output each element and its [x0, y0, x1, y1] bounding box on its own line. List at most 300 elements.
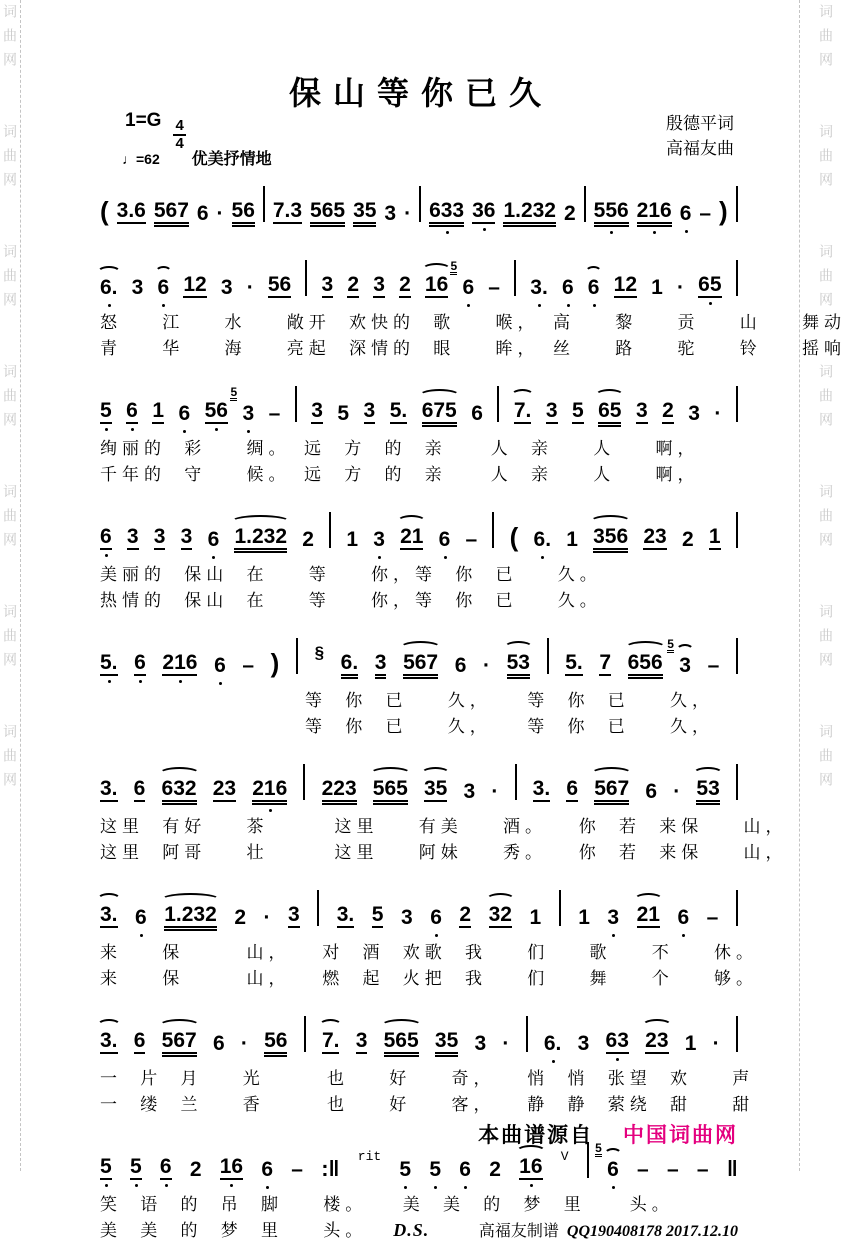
- octave-dot-below: [444, 556, 447, 559]
- note-token: 2: [563, 202, 576, 225]
- lyrics-line-2: 千年的 守 候。 远 方 的 亲 人 亲 人 啊，: [100, 465, 700, 484]
- note-token: 2: [347, 273, 360, 296]
- note-token: 6: [430, 907, 442, 928]
- octave-dot-below: [593, 304, 596, 307]
- barline: [736, 386, 738, 422]
- note-token: 2: [459, 903, 472, 926]
- note-token: 5: [130, 1156, 142, 1180]
- note-token: ·: [712, 1032, 720, 1055]
- note-token: 6: [588, 277, 600, 298]
- octave-dot-below: [105, 428, 108, 431]
- slur-arc: [642, 1019, 671, 1032]
- notes-line: [100, 172, 738, 236]
- octave-dot-below: [538, 304, 541, 307]
- note-token: 5.: [100, 652, 118, 676]
- octave-dot-below: [269, 809, 272, 812]
- note-token: 2: [302, 528, 314, 551]
- barline: [295, 386, 297, 422]
- note-token: 6: [566, 777, 579, 800]
- notes-line: [100, 750, 738, 814]
- barline: [303, 764, 305, 800]
- slur-arc: [159, 767, 200, 780]
- lyrics-line-1: 一 片 月 光 也 好 奇， 悄 悄 张望 欢 声: [100, 1069, 755, 1088]
- slur-arc: [693, 767, 722, 780]
- note-token: 3: [384, 202, 397, 225]
- time-signature-top: 4: [175, 117, 184, 134]
- barline: [736, 1016, 738, 1052]
- note-token: 3: [374, 651, 387, 674]
- slur-arc: [590, 515, 631, 528]
- notes-line: [100, 1002, 738, 1066]
- note-token: 656: [628, 652, 663, 676]
- music-system-2: [100, 372, 738, 488]
- octave-dot-below: [108, 304, 111, 307]
- paren: (: [100, 196, 109, 226]
- note-token: 565: [310, 199, 346, 222]
- note-token: –: [488, 276, 500, 299]
- octave-dot-below: [162, 304, 165, 307]
- barline: [736, 764, 738, 800]
- slur-arc: [231, 515, 290, 528]
- note-token: 567: [162, 1030, 197, 1054]
- transcriber-name: 高福友制谱: [478, 1223, 559, 1240]
- note-token: –: [465, 528, 478, 551]
- note-token: 567: [153, 199, 189, 222]
- note-token: 53: [696, 778, 719, 802]
- note-token: 56: [205, 400, 228, 424]
- lyrics-line-2: 热情的 保山 在 等 你，等 你 已 久。: [100, 591, 602, 610]
- note-token: 3.: [336, 903, 355, 926]
- note-token: 6: [133, 1029, 146, 1052]
- note-token: 2: [189, 1158, 202, 1181]
- note-token: 3.6: [116, 199, 146, 222]
- metronome-mark: ♩=62: [122, 151, 160, 167]
- note-token: 565: [373, 778, 408, 802]
- octave-dot-below: [616, 1058, 619, 1061]
- slur-arc: [585, 266, 603, 279]
- grace-note: 5: [230, 385, 238, 399]
- octave-dot-below: [467, 304, 470, 307]
- tempo-marking: [122, 146, 272, 169]
- note-token: 565: [384, 1030, 419, 1054]
- paren: ): [719, 196, 728, 226]
- note-token: 6: [645, 780, 658, 803]
- note-token: 2: [234, 906, 246, 929]
- barline: [559, 890, 561, 926]
- barline: [304, 1016, 306, 1052]
- lyrics-line-2: 青 华 海 亮起 深情的 眼 眸， 丝 路 驼 铃 摇响: [100, 339, 846, 358]
- note-token: ·: [404, 202, 412, 225]
- notes-line: [100, 876, 738, 940]
- barline: [736, 186, 738, 222]
- music-system-5: [100, 750, 788, 866]
- lyrics-line-1: 怒 江 水 敞开 欢快的 歌 喉， 高 黎 贡 山 舞动: [100, 313, 846, 332]
- lyrics-line-1: 美丽的 保山 在 等 你，等 你 已 久。: [100, 565, 602, 584]
- note-token: 3: [373, 273, 385, 296]
- octave-dot-below: [165, 1184, 168, 1187]
- music-system-3: [100, 498, 738, 614]
- octave-dot-below: [552, 1060, 555, 1063]
- note-token: 21: [637, 904, 660, 928]
- sym: ‖: [726, 1156, 738, 1181]
- barline: [296, 638, 298, 674]
- note-token: 3: [474, 1032, 487, 1055]
- slur-arc: [319, 1019, 343, 1032]
- note-token: 3: [355, 1029, 368, 1052]
- note-token: –: [706, 906, 719, 929]
- note-token: 3: [463, 780, 476, 803]
- note-token: 16: [519, 1156, 542, 1180]
- note-token: 6: [212, 1032, 225, 1055]
- note-token: 1: [529, 906, 542, 929]
- note-token: 12: [183, 273, 207, 296]
- octave-dot-below: [612, 1186, 615, 1189]
- note-token: 675: [422, 400, 457, 424]
- octave-dot-below: [212, 556, 215, 559]
- octave-dot-below: [247, 430, 250, 433]
- octave-dot-below: [483, 228, 486, 231]
- note-token: 65: [598, 400, 621, 424]
- octave-dot-below: [179, 680, 182, 683]
- note-token: 6: [126, 400, 138, 424]
- octave-dot-below: [215, 428, 218, 431]
- note-token: 1: [566, 528, 578, 551]
- note-token: 3: [220, 276, 233, 299]
- slur-arc: [419, 389, 460, 402]
- slur-arc: [381, 1019, 422, 1032]
- note-token: 5: [100, 1156, 112, 1180]
- slur-arc: [161, 893, 220, 906]
- lyrics-line-1: 绚丽的 彩 绸。 远 方 的 亲 人 亲 人 啊，: [100, 439, 700, 458]
- octave-dot-below: [434, 1186, 437, 1189]
- notes-line: [100, 498, 738, 562]
- note-token: –: [666, 1158, 679, 1181]
- note-token: 32: [489, 904, 512, 928]
- watermark-left: [0, 0, 21, 1171]
- note-token: 6: [208, 529, 220, 550]
- note-token: 6: [439, 529, 451, 550]
- note-token: ·: [677, 276, 684, 299]
- slur-arc: [634, 893, 663, 906]
- footer-source-label: 本曲谱源自: [478, 1124, 594, 1147]
- note-token: ·: [502, 1032, 510, 1055]
- note-token: 6: [196, 202, 209, 225]
- note-token: 3.: [100, 904, 118, 928]
- note-token: 633: [429, 200, 464, 224]
- note-token: 1: [684, 1032, 697, 1055]
- octave-dot-below: [140, 934, 143, 937]
- note-token: 6: [261, 1159, 273, 1180]
- note-token: 556: [594, 200, 629, 224]
- barline: [305, 260, 307, 296]
- note-token: 3: [180, 525, 193, 548]
- barline: [329, 512, 331, 548]
- lyrics-line-2: 来 保 山， 燃 起 火把 我 们 舞 个 够。: [100, 969, 758, 988]
- note-token: –: [696, 1158, 709, 1181]
- note-token: 23: [645, 1030, 668, 1054]
- note-token: ·: [673, 780, 681, 803]
- transcriber-credit: [479, 1218, 738, 1241]
- slur-arc: [591, 767, 632, 780]
- note-token: ·: [491, 780, 499, 803]
- lyrics-line-2: 等 你 已 久， 等 你 已 久，: [305, 717, 714, 736]
- note-token: 16: [425, 274, 448, 298]
- note-token: 56: [267, 273, 292, 296]
- note-token: 6: [677, 907, 689, 928]
- note-token: 16: [220, 1156, 243, 1180]
- note-token: 216: [637, 200, 672, 224]
- note-token: 3: [400, 906, 413, 929]
- note-token: 1: [651, 276, 663, 299]
- note-token: 1.232: [503, 199, 556, 222]
- slur-arc: [422, 263, 451, 276]
- note-token: 53: [507, 652, 530, 676]
- note-token: 1.232: [234, 526, 287, 550]
- note-token: 5.: [565, 651, 583, 674]
- barline: [526, 1016, 528, 1052]
- octave-dot-below: [230, 1184, 233, 1187]
- note-token: 3 5: [679, 655, 691, 676]
- octave-dot-below: [685, 230, 688, 233]
- music-system-1: [100, 246, 846, 362]
- slur-arc: [676, 644, 694, 657]
- barline: [736, 638, 738, 674]
- octave-dot-below: [610, 231, 613, 234]
- slur-arc: [159, 1019, 200, 1032]
- note-token: 6 5: [607, 1159, 619, 1180]
- note-token: 6: [160, 1156, 172, 1180]
- paren: (: [509, 522, 519, 552]
- note-token: 6: [471, 402, 483, 425]
- barline: [736, 260, 738, 296]
- octave-dot-below: [108, 680, 111, 683]
- note-token: –: [699, 202, 712, 225]
- note-token: 6: [178, 403, 190, 424]
- expression-text: 优美抒情地: [191, 151, 272, 168]
- note-token: 7.: [514, 400, 532, 424]
- note-token: 65: [698, 274, 721, 298]
- note-token: 23: [643, 525, 667, 548]
- note-token: 6: [158, 277, 170, 298]
- octave-dot-below: [612, 934, 615, 937]
- note-token: 7: [599, 651, 612, 674]
- note-token: 6: [133, 777, 146, 800]
- note-token: 6: [214, 655, 226, 676]
- lyrics-line-2: 一 缕 兰 香 也 好 客， 静 静 萦绕 甜 甜: [100, 1095, 755, 1114]
- notes-line: [100, 372, 738, 436]
- note-token: 3: [288, 903, 300, 926]
- note-token: –: [637, 1158, 649, 1181]
- note-token: 216: [252, 778, 287, 802]
- note-token: 35: [434, 1029, 459, 1052]
- note-token: 3.: [100, 1030, 118, 1054]
- composer-credit: 高福友曲: [666, 138, 734, 158]
- note-token: ·: [216, 202, 224, 225]
- octave-dot-below: [135, 1184, 138, 1187]
- note-token: 6: [100, 526, 112, 550]
- music-system-4: [100, 624, 738, 740]
- note-token: 3: [126, 525, 139, 548]
- barline: [736, 890, 738, 926]
- note-token: 7.: [322, 1030, 340, 1054]
- note-token: 3: [688, 402, 700, 425]
- slur-arc: [486, 893, 515, 906]
- note-token: ·: [483, 654, 491, 677]
- note-token: 6 5: [462, 277, 474, 298]
- barline: [736, 512, 738, 548]
- note-token: –: [268, 402, 281, 425]
- note-token: –: [291, 1158, 303, 1181]
- paren: ): [270, 648, 280, 678]
- note-token: 3: [545, 399, 558, 422]
- dal-segno-mark: D.S.: [393, 1220, 430, 1240]
- annot: rit: [357, 1149, 382, 1164]
- note-token: 3: [577, 1032, 590, 1055]
- note-token: 6: [680, 203, 692, 224]
- slur-arc: [97, 893, 121, 906]
- note-token: 1: [708, 525, 721, 548]
- slur-arc: [370, 767, 411, 780]
- barline: [317, 890, 319, 926]
- note-token: 1: [578, 906, 590, 929]
- note-token: 1: [346, 528, 358, 551]
- annot: V: [560, 1149, 569, 1164]
- octave-dot-below: [404, 1186, 407, 1189]
- note-token: 6.: [340, 651, 359, 674]
- note-token: –: [707, 654, 720, 677]
- watermark-text-right: 词曲网 词曲网 词曲网 词曲网 词曲网 词曲网 词曲网: [818, 4, 834, 796]
- transcriber-id-date: QQ190408178 2017.12.10: [566, 1223, 738, 1240]
- watermark-right: [799, 0, 842, 1171]
- note-token: 3: [373, 529, 385, 550]
- note-token: 356: [593, 526, 628, 550]
- lyrics-line-1: 这里 有好 茶 这里 有美 酒。 你 若 来保 山，: [100, 817, 788, 836]
- note-token: 216: [162, 652, 197, 676]
- note-token: 2: [489, 1158, 501, 1181]
- note-token: 3: [363, 399, 376, 422]
- octave-dot-below: [541, 556, 544, 559]
- octave-dot-below: [219, 682, 222, 685]
- note-token: 2: [681, 528, 694, 551]
- lyrics-line-2: 美 美 的 梦 里 头。: [100, 1221, 368, 1240]
- note-token: 3: [607, 907, 619, 928]
- note-token: 1: [152, 399, 164, 422]
- note-token: 6: [134, 652, 146, 676]
- credits: [666, 112, 734, 161]
- note-token: 2: [399, 273, 411, 296]
- note-token: 7.3: [272, 199, 303, 222]
- note-token: –: [242, 654, 255, 677]
- note-token: 632: [162, 778, 197, 802]
- note-token: 1.232: [164, 904, 217, 928]
- note-token: 5: [337, 402, 350, 425]
- note-token: 567: [594, 778, 629, 802]
- octave-dot-below: [653, 231, 656, 234]
- octave-dot-below: [131, 428, 134, 431]
- note-token: 6: [459, 1159, 471, 1180]
- lyricist-credit: 殷德平词: [666, 114, 734, 133]
- lyrics-line-1: 笑 语 的 吊 脚 楼。 美 美 的 梦 里 头。: [100, 1195, 674, 1214]
- octave-dot-below: [464, 1186, 467, 1189]
- barline: [515, 764, 517, 800]
- note-token: 12: [613, 273, 637, 296]
- music-system-0: [100, 172, 738, 236]
- note-token: 5: [371, 903, 384, 926]
- note-token: 5: [399, 1159, 411, 1180]
- slur-arc: [595, 389, 624, 402]
- octave-dot-below: [530, 1184, 533, 1187]
- note-token: 3.: [530, 277, 548, 298]
- notes-line: [100, 246, 738, 310]
- note-token: ·: [714, 402, 722, 425]
- note-token: ·: [240, 1032, 248, 1055]
- time-signature-bottom: 4: [175, 134, 184, 152]
- key-text: 1=G: [125, 110, 162, 131]
- note-token: 6: [454, 654, 467, 677]
- slur-arc: [604, 1148, 622, 1161]
- sym: :‖: [321, 1156, 340, 1181]
- note-token: 56: [264, 1029, 288, 1052]
- note-token: 223: [321, 777, 357, 800]
- octave-dot-below: [139, 680, 142, 683]
- barline: [514, 260, 516, 296]
- barline: [492, 512, 494, 548]
- note-token: 3: [153, 525, 166, 548]
- note-token: 35: [424, 778, 447, 802]
- note-token: 6: [562, 277, 574, 298]
- lyrics-line-1: 来 保 山， 对 酒 欢歌 我 们 歌 不 休。: [100, 943, 758, 962]
- barline: [419, 186, 421, 222]
- note-token: ·: [263, 906, 271, 929]
- note-token: 63: [606, 1030, 629, 1054]
- slur-arc: [625, 641, 666, 654]
- grace-note: 5: [595, 1141, 602, 1155]
- grace-note: 5: [450, 259, 458, 273]
- footer-site-link[interactable]: 中国词曲网: [623, 1124, 738, 1147]
- note-token: 3: [635, 399, 648, 422]
- grace-note: 5: [667, 637, 674, 651]
- barline: [584, 186, 586, 222]
- note-token: 5.: [389, 399, 408, 422]
- octave-dot-below: [567, 304, 570, 307]
- note-token: 36: [472, 200, 495, 224]
- note-token: 5: [429, 1159, 441, 1180]
- note-token: 3 5: [242, 403, 254, 424]
- octave-dot-below: [105, 1184, 108, 1187]
- slur-arc: [511, 389, 535, 402]
- lyrics-line-2: 这里 阿哥 壮 这里 阿妹 秀。 你 若 来保 山，: [100, 843, 788, 862]
- slur-arc: [421, 767, 450, 780]
- note-token: 3: [321, 273, 334, 296]
- note-token: 56: [231, 199, 255, 222]
- note-token: 2: [662, 399, 674, 422]
- note-token: 3: [131, 276, 144, 299]
- octave-dot-below: [446, 231, 449, 234]
- header: [0, 0, 842, 170]
- octave-dot-below: [709, 302, 712, 305]
- music-system-6: [100, 876, 758, 992]
- octave-dot-below: [682, 934, 685, 937]
- barline: [547, 638, 549, 674]
- footer: [478, 1119, 738, 1149]
- slur-arc: [397, 515, 426, 528]
- octave-dot-below: [266, 1186, 269, 1189]
- slur-arc: [97, 1019, 121, 1032]
- lyrics-line-1: 等 你 已 久， 等 你 已 久，: [305, 691, 714, 710]
- note-token: 6: [135, 907, 147, 928]
- slur-arc: [400, 641, 441, 654]
- song-title: 保山等你已久: [288, 75, 553, 111]
